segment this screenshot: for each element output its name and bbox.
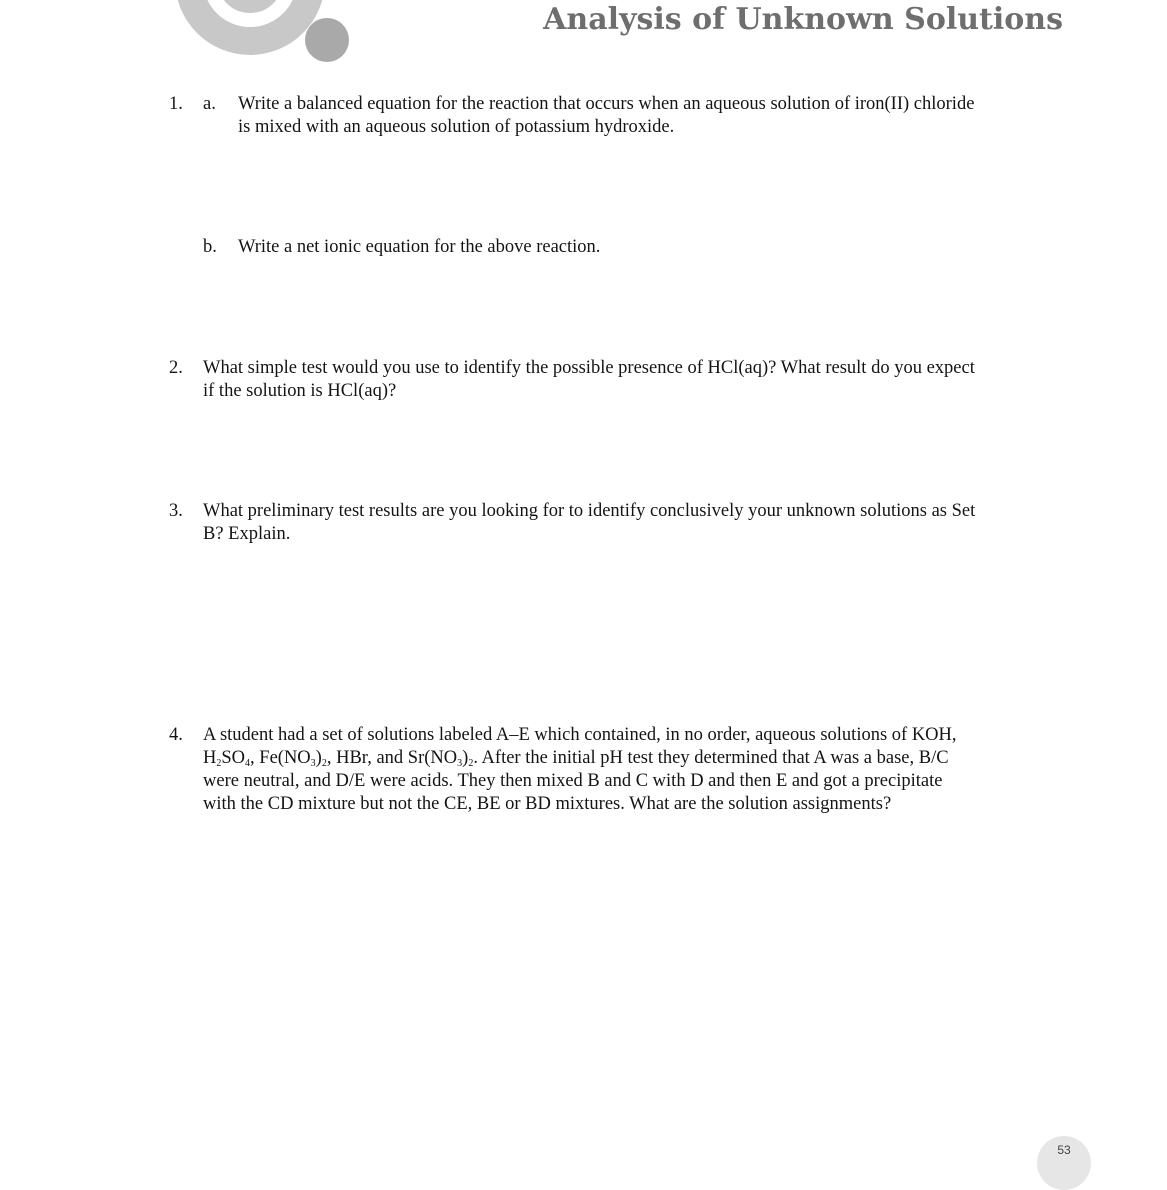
text-segment: SO xyxy=(221,748,246,768)
question-number: 1. xyxy=(169,94,183,114)
subscript: 2 xyxy=(321,758,327,769)
subscript: 4 xyxy=(245,758,251,769)
subscript: 3 xyxy=(310,758,316,769)
question-number: 2. xyxy=(169,358,183,378)
chapter-mark-graphic xyxy=(0,0,400,80)
page-title: Analysis of Unknown Solutions xyxy=(543,2,1063,37)
text-segment: , Fe(NO xyxy=(250,748,311,768)
question-text: Write a net ionic equation for the above reaction. xyxy=(238,237,601,257)
subscript: 2 xyxy=(216,758,222,769)
page-number: 53 xyxy=(1057,1143,1071,1157)
text-segment: . After the initial pH test they determined that A was a base, B/C were neutral, and D/E were acids. They then mixed B and C with D and then E and got a precipitate with the CD mixture but not the CE, BE or BD mixtures. What are the solution assignments? xyxy=(203,748,949,814)
text-segment: ) xyxy=(315,748,322,768)
chapter-mark-large-circle xyxy=(175,0,325,55)
text-segment: ) xyxy=(462,748,469,768)
text-segment: A student had a set of solutions labeled A–E which contained, in no order, aqueous solutions of KOH, H xyxy=(203,725,957,768)
question-text xyxy=(203,724,978,816)
question-text: Write a balanced equation for the reaction that occurs when an aqueous solution of iron(II) chloride is mixed with an aqueous solution of potassium hydroxide. xyxy=(238,94,975,137)
question-number: 3. xyxy=(169,501,183,521)
subscript: 2 xyxy=(468,758,474,769)
chapter-mark-small-circle xyxy=(305,18,349,62)
subscript: 3 xyxy=(457,758,463,769)
question-text: What simple test would you use to identify the possible presence of HCl(aq)? What result do you expect if the solution is HCl(aq)? xyxy=(203,358,975,401)
question-text: What preliminary test results are you looking for to identify conclusively your unknown solutions as Set B? Explain. xyxy=(203,501,976,544)
question-number: 4. xyxy=(169,725,183,745)
text-segment: , HBr, and Sr(NO xyxy=(326,748,458,768)
page-number-badge xyxy=(1037,1136,1091,1190)
sub-question-label: b. xyxy=(203,237,217,257)
sub-question-label: a. xyxy=(203,94,216,114)
